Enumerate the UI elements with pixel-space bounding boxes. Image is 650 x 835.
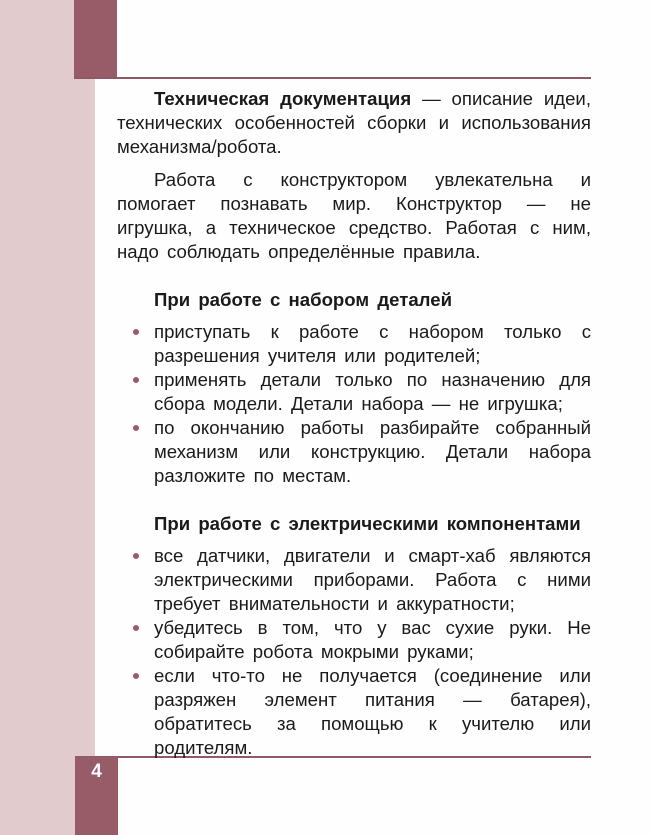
list-item: все датчики, двигатели и смарт-хаб являются электрическими приборами. Работа с ними требует внимательности и аккуратности; xyxy=(154,544,591,616)
list-item: применять детали только по назначению для сбора модели. Детали набора — не игрушка; xyxy=(154,368,591,416)
bullet-icon xyxy=(133,425,139,431)
defined-term: Техническая документация xyxy=(154,88,412,109)
rules-list-electric xyxy=(117,544,591,760)
definition-paragraph xyxy=(117,87,591,159)
margin-decoration xyxy=(0,79,95,757)
definition-text: — описание идеи, технических особенностей сборки и использования механизма/робота. xyxy=(117,88,591,157)
page-content xyxy=(117,87,591,760)
header-accent-block xyxy=(74,0,117,78)
page-number: 4 xyxy=(91,761,102,782)
list-item: убедитесь в том, что у вас сухие руки. Не собирайте робота мокрыми руками; xyxy=(154,616,591,664)
list-item: если что-то не получается (соединение или разряжен элемент питания — батарея), обратитесь за помощью к учителю или родителям. xyxy=(154,664,591,760)
section-heading-parts: При работе с набором деталей xyxy=(154,289,453,310)
list-item: по окончанию работы разбирайте собранный механизм или конструкцию. Детали набора разложите по местам. xyxy=(154,416,591,488)
margin-decoration-bottom xyxy=(0,757,75,835)
header-rule xyxy=(74,77,591,79)
list-item: приступать к работе с набором только с разрешения учителя или родителей; xyxy=(154,320,591,368)
intro-paragraph: Работа с конструктором увлекательна и помогает познавать мир. Конструктор — не игрушка, а техническое средство. Работая с ним, надо соблюдать определённые правила. xyxy=(117,169,591,262)
bullet-icon xyxy=(133,553,139,559)
bullet-icon xyxy=(133,329,139,335)
bullet-icon xyxy=(133,673,139,679)
bullet-icon xyxy=(133,377,139,383)
bullet-icon xyxy=(133,625,139,631)
section-heading-electric: При работе с электрическими компонентами xyxy=(154,513,581,534)
rules-list-parts xyxy=(117,320,591,488)
margin-decoration-top xyxy=(0,0,74,79)
